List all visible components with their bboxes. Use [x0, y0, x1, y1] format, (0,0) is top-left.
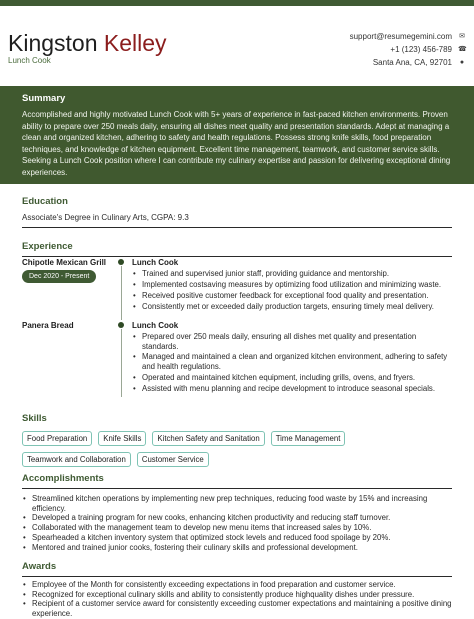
education-title: Education — [22, 196, 68, 207]
email-row[interactable] — [350, 30, 466, 43]
job-entry-2 — [22, 321, 452, 401]
awards-title: Awards — [22, 561, 57, 572]
list-item: • Spearheaded a kitchen inventory system that optimized stock levels and reduced food spoilage by 20%. — [22, 533, 452, 543]
accomplishments-title: Accomplishments — [22, 473, 104, 484]
job-title: Lunch Cook — [8, 56, 51, 65]
experience-section — [22, 241, 452, 401]
skills-list — [22, 431, 362, 467]
phone-row — [350, 43, 466, 56]
company-name: Panera Bread — [22, 321, 74, 330]
experience-title: Experience — [22, 241, 73, 252]
contact-info — [350, 30, 466, 69]
resume-header — [8, 30, 466, 80]
last-name: Kelley — [103, 30, 167, 56]
skill-tag: Time Management — [271, 431, 346, 446]
job-entry-1 — [22, 258, 452, 320]
skill-tag: Kitchen Safety and Sanitation — [152, 431, 264, 446]
list-item: • Assisted with menu planning and recipe development to introduce seasonal specials. — [132, 384, 452, 394]
section-divider — [22, 576, 452, 577]
skill-tag: Customer Service — [137, 452, 209, 467]
summary-text: Accomplished and highly motivated Lunch Cook with 5+ years of experience in fast-paced kitchen environments. Proven ability to prepare over 250 meals daily, ensuring all dishes meet quality and presentation standards. Adept at managing a clean and organized kitchen, adhering to safety and health regulations. Possess strong knife skills, food preparation techniques, and knowledge of kitchen equipment. Excellent time management, teamwork, and customer service skills. Seeking a Lunch Cook position where I can contribute my culinary expertise and passion for delivering exceptional dining experiences. — [22, 110, 451, 177]
summary-title: Summary — [22, 93, 66, 104]
education-section — [22, 196, 452, 228]
skill-tag: Food Preparation — [22, 431, 92, 446]
skills-title: Skills — [22, 413, 47, 424]
candidate-name — [8, 30, 167, 56]
awards-list — [22, 580, 452, 619]
list-item: • Mentored and trained junior cooks, fostering their culinary skills and professional development. — [22, 543, 452, 553]
timeline-dot — [118, 259, 124, 265]
education-entry: Associate's Degree in Culinary Arts, CGPA: 9.3 — [22, 213, 189, 222]
email-text[interactable]: support@resumegemini.com — [349, 32, 452, 41]
top-accent-bar — [0, 0, 474, 6]
job-bullets — [132, 269, 452, 313]
list-item: • Consistently met or exceeded daily production targets, ensuring timely meal delivery. — [132, 302, 452, 312]
section-divider — [22, 488, 452, 489]
accomplishments-list — [22, 494, 452, 552]
list-item: • Trained and supervised junior staff, providing guidance and mentorship. — [132, 269, 452, 279]
accomplishments-section — [22, 473, 452, 552]
envelope-icon: ✉ — [459, 33, 465, 40]
role-title: Lunch Cook — [132, 321, 179, 330]
location-pin-icon: ● — [459, 59, 465, 66]
skill-tag: Knife Skills — [98, 431, 146, 446]
location-row — [350, 56, 466, 69]
job-bullets — [132, 332, 452, 395]
role-title: Lunch Cook — [132, 258, 179, 267]
list-item: • Employee of the Month for consistently exceeding expectations in food preparation and customer service. — [22, 580, 452, 590]
awards-section — [22, 561, 452, 619]
list-item: • Prepared over 250 meals daily, ensuring all dishes met quality and presentation standards. — [132, 332, 452, 351]
first-name: Kingston — [8, 30, 98, 56]
timeline-line — [121, 266, 122, 320]
phone-text: +1 (123) 456-789 — [390, 45, 452, 54]
list-item: • Collaborated with the management team to develop new menu items that increased sales by 10%. — [22, 523, 452, 533]
date-badge: Dec 2020 - Present — [22, 270, 96, 283]
company-name: Chipotle Mexican Grill — [22, 258, 107, 267]
list-item: • Operated and maintained kitchen equipment, including grills, ovens, and fryers. — [132, 373, 452, 383]
list-item: • Managed and maintained a clean and organized kitchen environment, adhering to safety and health regulations. — [132, 352, 452, 371]
timeline-dot — [118, 322, 124, 328]
location-text: Santa Ana, CA, 92701 — [372, 58, 452, 67]
phone-icon: ☎ — [458, 46, 467, 53]
list-item: • Received positive customer feedback for exceptional food quality and presentation. — [132, 291, 452, 301]
list-item: • Recipient of a customer service award for consistently exceeding customer expectations and maintaining a positive dining experience. — [22, 599, 452, 618]
section-divider — [22, 256, 452, 257]
list-item: • Developed a training program for new cooks, enhancing kitchen productivity and reducing staff turnover. — [22, 513, 452, 523]
skill-tag: Teamwork and Collaboration — [22, 452, 131, 467]
section-divider — [22, 227, 452, 228]
summary-section — [0, 86, 474, 184]
timeline-line — [121, 329, 122, 397]
list-item: • Recognized for exceptional culinary skills and ability to consistently produce highquality dishes under pressure. — [22, 590, 452, 600]
list-item: • Implemented costsaving measures by optimizing food utilization and minimizing waste. — [132, 280, 452, 290]
list-item: • Streamlined kitchen operations by implementing new prep techniques, reducing food waste by 15% and increasing efficiency. — [22, 494, 452, 513]
skills-section — [22, 413, 452, 467]
